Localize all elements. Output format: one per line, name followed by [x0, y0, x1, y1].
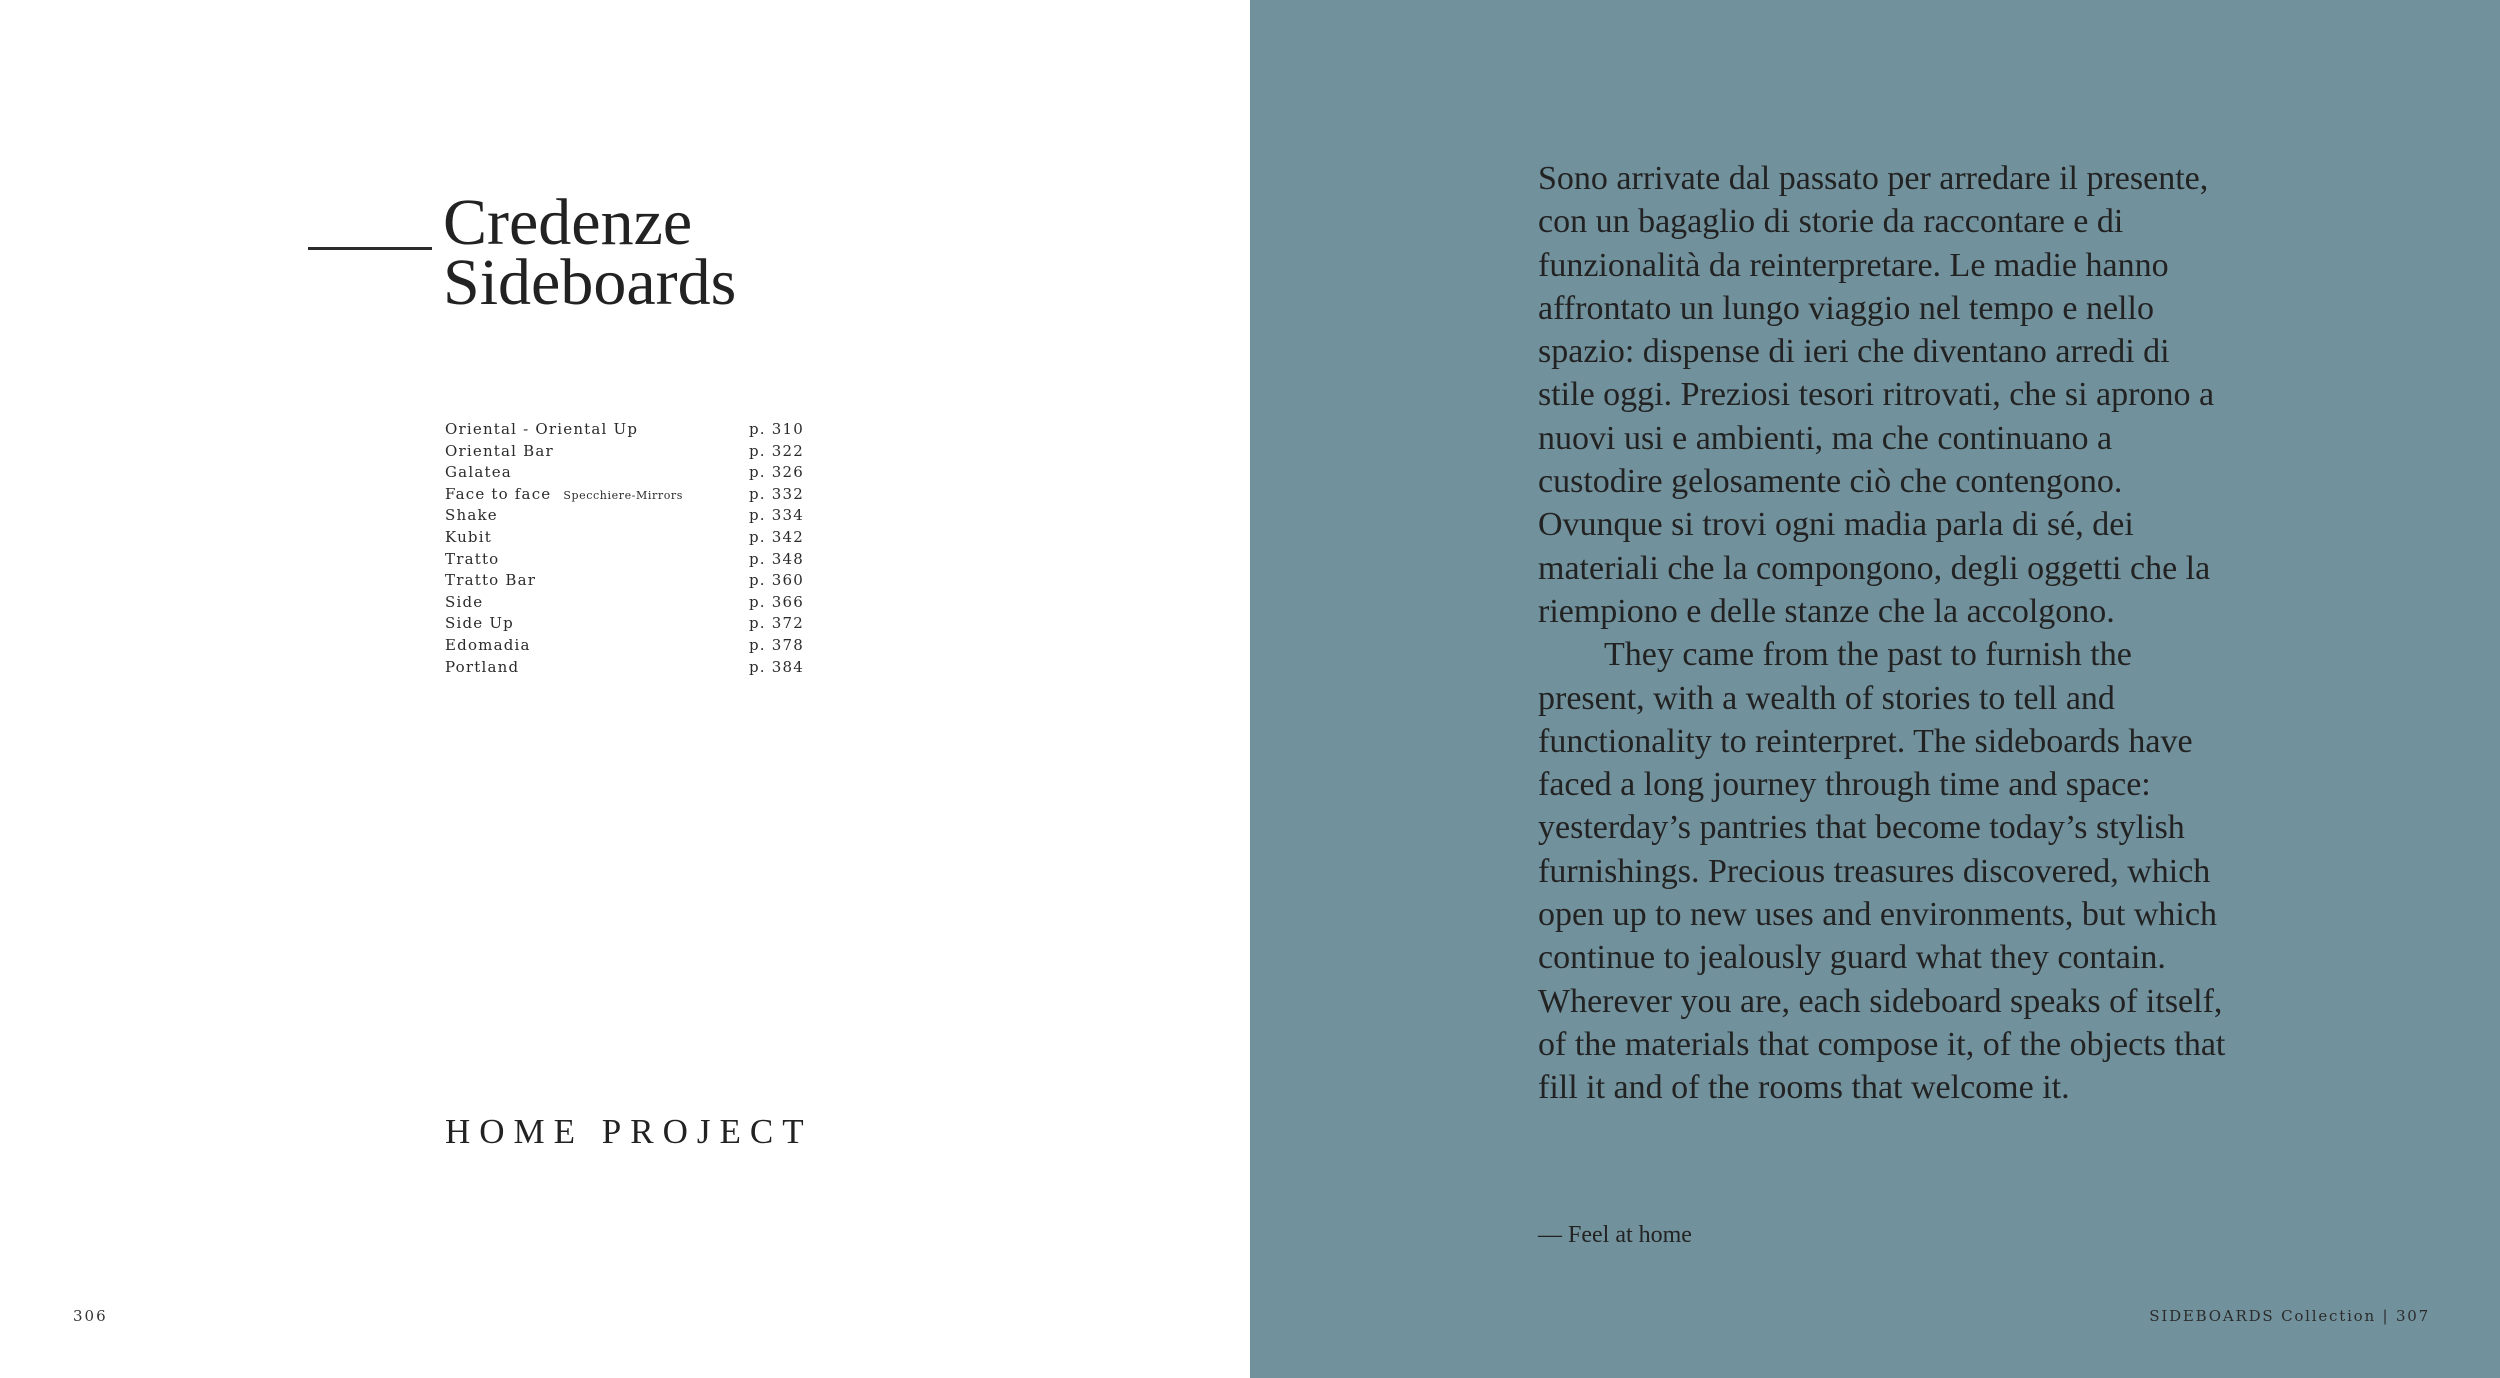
index-item-page: p. 366	[749, 592, 804, 611]
index-row[interactable]	[445, 463, 805, 485]
index-item-name: Tratto Bar	[445, 571, 537, 590]
section-title	[443, 186, 737, 319]
index-item-name: Side	[445, 592, 484, 611]
index-item-page: p. 326	[749, 463, 804, 482]
index-item-name: Tratto	[445, 549, 500, 568]
index-item-name: Oriental - Oriental Up	[445, 420, 639, 438]
index-item-name: Edomadia	[445, 635, 531, 654]
index-item-name: Portland	[445, 657, 520, 676]
index-item-page: p. 360	[749, 571, 804, 590]
index-item-page: p. 384	[749, 657, 804, 676]
index-row[interactable]	[445, 614, 805, 636]
index-item-name: Shake	[445, 506, 498, 525]
title-rule	[308, 247, 432, 250]
index-row[interactable]	[445, 485, 805, 507]
product-index	[445, 420, 805, 679]
index-item-subtitle: Specchiere-Mirrors	[563, 488, 684, 502]
index-row[interactable]	[445, 442, 805, 464]
index-item-page: p. 348	[749, 549, 804, 568]
index-item-name: Face to face	[445, 484, 552, 503]
index-item-page: p. 342	[749, 527, 804, 546]
index-row[interactable]	[445, 506, 805, 528]
title-italian: Credenze	[443, 186, 693, 259]
index-item-page: p. 378	[749, 635, 804, 654]
index-item-page: p. 372	[749, 614, 804, 633]
index-row[interactable]	[445, 658, 805, 680]
index-item-name: Kubit	[445, 527, 492, 546]
paragraph-italian: Sono arrivate dal passato per arredare il presente, con un bagaglio di storie da raccontare e di funzionalità da reinterpretare. Le madie hanno affrontato un lungo viaggio nel tempo e nello spazio: dispense di ieri che diventano arredi di stile oggi. Preziosi tesori ritrovati, che si aprono a nuovi usi e ambienti, ma che continuano a custodire gelosamente ciò che contengono. Ovunque si trovi ogni madia parla di sé, dei materiali che la compongono, degli oggetti che la riempiono e delle stanze che la accolgono.	[1538, 160, 2215, 630]
signature: — Feel at home	[1538, 1222, 1692, 1248]
index-item-page: p. 334	[749, 506, 804, 525]
index-row[interactable]	[445, 420, 805, 442]
page-number-left: 306	[73, 1307, 108, 1325]
paragraph-english: They came from the past to furnish the present, with a wealth of stories to tell and functionality to reinterpret. The sideboards have faced a long journey through time and space: yesterday’s pantries that become today’s stylish furnishings. Precious treasures discovered, which open up to new uses and environments, but which continue to jealously guard what they contain. Wherever you are, each sideboard speaks of itself, of the materials that compose it, of the objects that fill it and of the rooms that welcome it.	[1538, 636, 2226, 1107]
index-item-page: p. 310	[749, 420, 804, 438]
brand-name: HOME PROJECT	[445, 1112, 813, 1151]
index-row[interactable]	[445, 528, 805, 550]
index-row[interactable]	[445, 571, 805, 593]
intro-text	[1538, 157, 2228, 1110]
index-row[interactable]	[445, 550, 805, 572]
index-item-page: p. 322	[749, 441, 804, 460]
index-row[interactable]	[445, 636, 805, 658]
index-row[interactable]	[445, 593, 805, 615]
index-item-name: Oriental Bar	[445, 441, 554, 460]
index-item-name: Galatea	[445, 463, 512, 482]
index-item-page: p. 332	[749, 484, 804, 503]
index-item-name: Side Up	[445, 614, 514, 633]
title-english: Sideboards	[443, 246, 737, 319]
page-footer-right: SIDEBOARDS Collection | 307	[2149, 1307, 2430, 1325]
